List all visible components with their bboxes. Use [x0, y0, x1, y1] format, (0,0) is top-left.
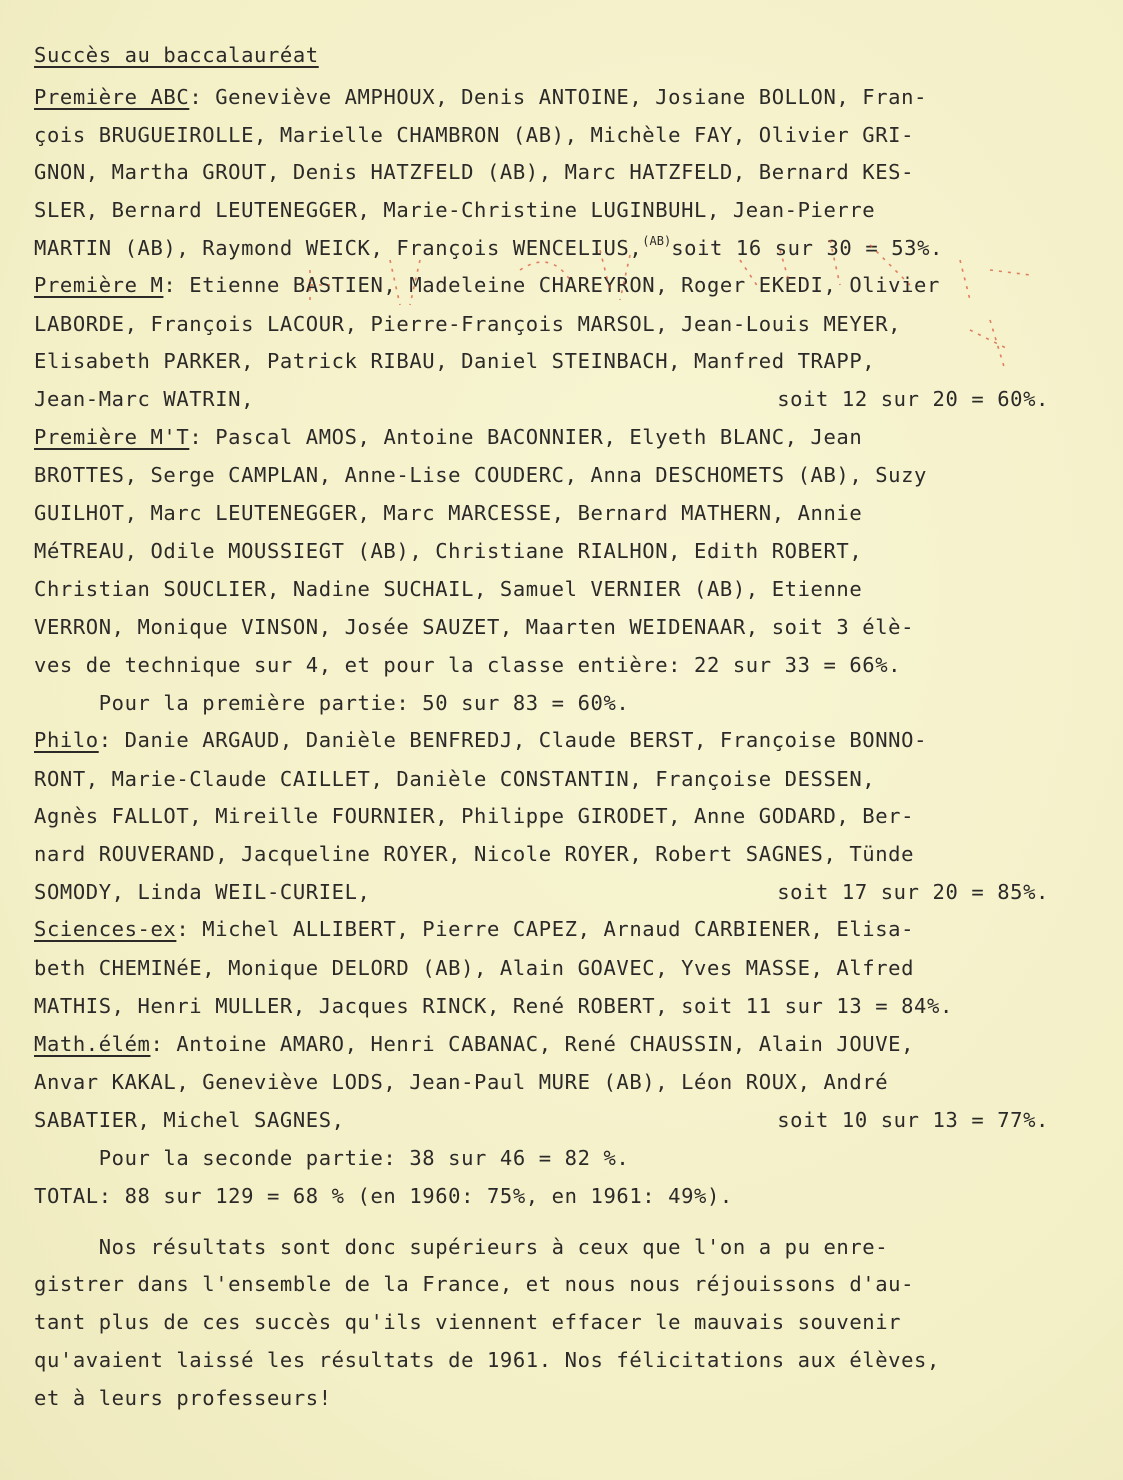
- superscript-note: (AB): [642, 234, 672, 248]
- text-line: [34, 1069, 888, 1095]
- line-text: : Danie ARGAUD, Danièle BENFREDJ, Claude BERST, Françoise BONNO-: [98, 728, 928, 752]
- section-heading: Math.élém: [34, 1032, 151, 1056]
- line-text: beth CHEMINéE, Monique DELORD (AB), Alain GOAVEC, Yves MASSE, Alfred: [34, 956, 915, 980]
- text-line: [34, 1183, 733, 1209]
- section-heading: Première ABC: [34, 85, 190, 109]
- line-text: : Michel ALLIBERT, Pierre CAPEZ, Arnaud CARBIENER, Elisa-: [176, 917, 915, 941]
- document-title: Succès au baccalauréat: [34, 43, 319, 67]
- text-line: [34, 803, 914, 829]
- line-result: soit 10 sur 13 = 77%.: [777, 1108, 1049, 1132]
- section-heading: Première M: [34, 273, 164, 297]
- text-line: [34, 727, 927, 753]
- text-line: [34, 841, 914, 867]
- text-line: [34, 1347, 940, 1373]
- line-text: Agnès FALLOT, Mireille FOURNIER, Philippe GIRODET, Anne GODARD, Ber-: [34, 804, 915, 828]
- text-line: [34, 159, 914, 185]
- line-text: : Antoine AMARO, Henri CABANAC, René CHAUSSIN, Alain JOUVE,: [150, 1032, 915, 1056]
- text-line: [34, 272, 940, 298]
- text-line: [34, 462, 927, 488]
- line-text: GUILHOT, Marc LEUTENEGGER, Marc MARCESSE, Bernard MATHERN, Annie: [34, 501, 863, 525]
- section-heading: Sciences-ex: [34, 917, 177, 941]
- line-text: SLER, Bernard LEUTENEGGER, Marie-Christine LUGINBUHL, Jean-Pierre: [34, 198, 876, 222]
- line-text: Pour la seconde partie: 38 sur 46 = 82 %.: [34, 1146, 630, 1170]
- text-line: [34, 235, 943, 264]
- line-text: MéTREAU, Odile MOUSSIEGT (AB), Christiane RIALHON, Edith ROBERT,: [34, 539, 863, 563]
- line-text: et à leurs professeurs!: [34, 1386, 332, 1410]
- text-line: [34, 122, 914, 148]
- line-text: Nos résultats sont donc supérieurs à ceux que l'on a pu enre-: [34, 1235, 889, 1259]
- line-text: Jean-Marc WATRIN,: [34, 387, 255, 411]
- line-text: BROTTES, Serge CAMPLAN, Anne-Lise COUDERC, Anna DESCHOMETS (AB), Suzy: [34, 463, 928, 487]
- line-result: soit 12 sur 20 = 60%.: [777, 387, 1049, 411]
- line-text: MARTIN (AB), Raymond WEICK, François WENCELIUS,: [34, 236, 643, 260]
- line-result: soit 16 sur 30 = 53%.: [671, 236, 943, 260]
- text-line: [34, 84, 927, 110]
- text-line: [34, 348, 875, 374]
- line-text: qu'avaient laissé les résultats de 1961. Nos félicitations aux élèves,: [34, 1348, 940, 1372]
- line-text: : Geneviève AMPHOUX, Denis ANTOINE, Josiane BOLLON, Fran-: [189, 85, 928, 109]
- text-line: [34, 386, 254, 412]
- text-line: [34, 766, 875, 792]
- text-line: [34, 1385, 332, 1411]
- text-line: [34, 311, 901, 337]
- text-line: [34, 993, 953, 1019]
- text-line: [34, 1031, 914, 1057]
- line-text: çois BRUGUEIROLLE, Marielle CHAMBRON (AB), Michèle FAY, Olivier GRI-: [34, 123, 915, 147]
- line-text: MATHIS, Henri MULLER, Jacques RINCK, René ROBERT, soit 11 sur 13 = 84%.: [34, 994, 953, 1018]
- text-line: [34, 652, 901, 678]
- line-text: Christian SOUCLIER, Nadine SUCHAIL, Samuel VERNIER (AB), Etienne: [34, 577, 863, 601]
- line-text: : Pascal AMOS, Antoine BACONNIER, Elyeth BLANC, Jean: [189, 425, 863, 449]
- text-line: [34, 197, 875, 223]
- line-text: nard ROUVERAND, Jacqueline ROYER, Nicole ROYER, Robert SAGNES, Tünde: [34, 842, 915, 866]
- line-text: Elisabeth PARKER, Patrick RIBAU, Daniel STEINBACH, Manfred TRAPP,: [34, 349, 876, 373]
- text-line: [34, 576, 862, 602]
- line-text: LABORDE, François LACOUR, Pierre-François MARSOL, Jean-Louis MEYER,: [34, 312, 902, 336]
- line-text: SABATIER, Michel SAGNES,: [34, 1108, 345, 1132]
- text-line: [34, 500, 862, 526]
- text-line: [34, 916, 914, 942]
- line-result: soit 17 sur 20 = 85%.: [777, 880, 1049, 904]
- section-heading: Première M'T: [34, 425, 190, 449]
- text-line: [34, 690, 629, 716]
- text-line: [34, 1145, 629, 1171]
- text-line: [34, 1271, 914, 1297]
- text-line: [34, 955, 914, 981]
- line-text: GNON, Martha GROUT, Denis HATZFELD (AB), Marc HATZFELD, Bernard KES-: [34, 160, 915, 184]
- line-text: RONT, Marie-Claude CAILLET, Danièle CONSTANTIN, Françoise DESSEN,: [34, 767, 876, 791]
- line-text: TOTAL: 88 sur 129 = 68 % (en 1960: 75%, en 1961: 49%).: [34, 1184, 733, 1208]
- line-text: Anvar KAKAL, Geneviève LODS, Jean-Paul MURE (AB), Léon ROUX, André: [34, 1070, 889, 1094]
- text-line: [34, 1107, 345, 1133]
- line-text: : Etienne BASTIEN, Madeleine CHAREYRON, Roger EKEDI, Olivier: [163, 273, 940, 297]
- line-text: gistrer dans l'ensemble de la France, et nous nous réjouissons d'au-: [34, 1272, 915, 1296]
- text-line: [34, 1234, 888, 1260]
- line-text: ves de technique sur 4, et pour la classe entière: 22 sur 33 = 66%.: [34, 653, 902, 677]
- line-text: VERRON, Monique VINSON, Josée SAUZET, Maarten WEIDENAAR, soit 3 élè-: [34, 615, 915, 639]
- line-text: SOMODY, Linda WEIL-CURIEL,: [34, 880, 371, 904]
- section-heading: Philo: [34, 728, 99, 752]
- text-line: [34, 1309, 901, 1335]
- text-line: [34, 614, 914, 640]
- text-line: [34, 538, 862, 564]
- text-line: [34, 424, 862, 450]
- line-text: tant plus de ces succès qu'ils viennent effacer le mauvais souvenir: [34, 1310, 902, 1334]
- text-line: [34, 879, 371, 905]
- line-text: Pour la première partie: 50 sur 83 = 60%.: [34, 691, 630, 715]
